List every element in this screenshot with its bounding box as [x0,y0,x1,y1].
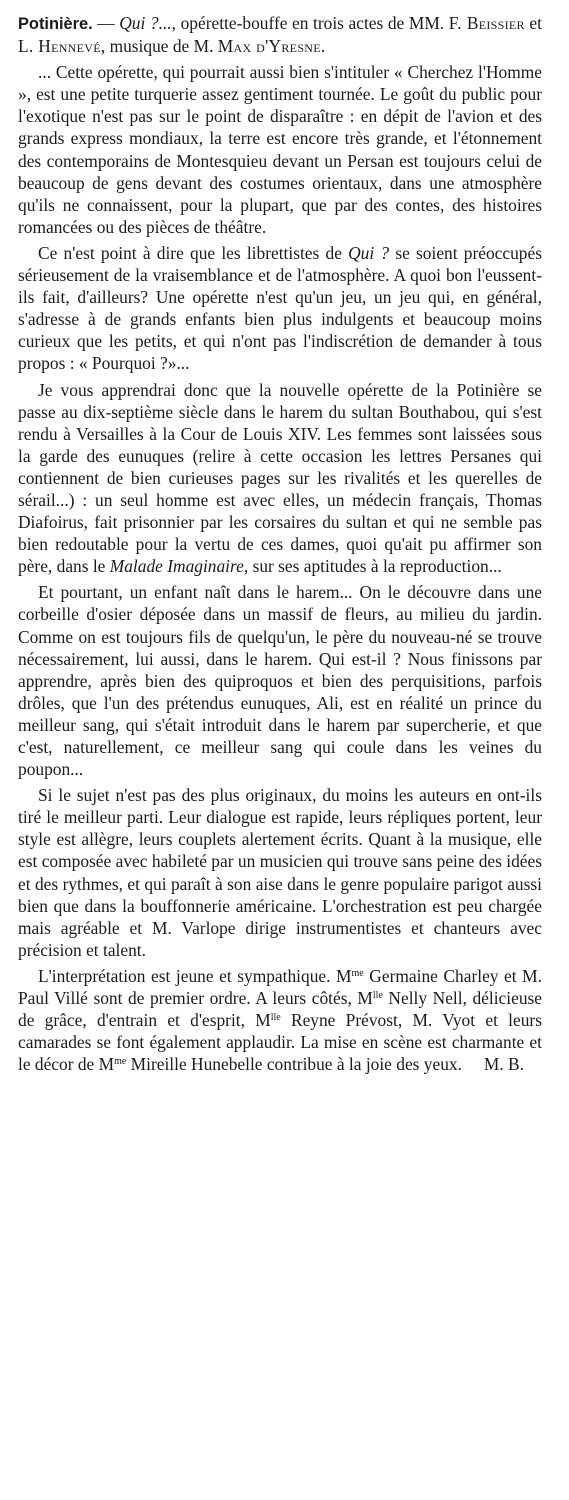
paragraph-3-text-b: sur ses aptitudes à la reproduction... [248,556,502,577]
paragraph-2-text-b: se soient préoccupés sérieusement de la vraisemblance et de l'atmosphère. A quoi bon l'eussent-ils fait, d'ailleurs? Une opérette n'est qu'un jeu, un jeu qui, en général, s'adresse à de grands enfants bien plus indulgents et beaucoup moins curieux que les petits, et qui n'ont pas l'indiscrétion de demander à tous propos : « Pourquoi ?»... [18,242,542,374]
paragraph-3 [18,379,542,578]
header-text-3: , musique de M. [100,36,218,57]
paragraph-4: Et pourtant, un enfant naît dans le harem... On le découvre dans une corbeille d'osier déposée dans un massif de fleurs, au milieu du jardin. Comme on est toujours fils de quelqu'un, le père du nouveau-né se trouve nécessairement, lui aussi, dans le harem. Qui est-il ? Nous finissons par apprendre, après bien des quiproquos et bien des perquisitions, parfois drôles, que l'un des prétendus eunuques, Ali, est en réalité un prince du meilleur sang, qui s'était introduit dans le harem par supercherie, et que c'est, naturellement, ce meilleur sang qui coule dans les veines du poupon... [18,582,542,780]
paragraph-2 [18,242,542,375]
paragraph-6-text-b: Germaine Charley et M. Paul Villé sont de premier ordre. A leurs côtés, M [18,965,542,1009]
author-signature: M. B. [483,1054,524,1075]
title-abbrev: me [114,1056,127,1068]
paragraph-1: ... Cette opérette, qui pourrait aussi bien s'intituler « Cherchez l'Homme », est une petite turquerie assez gentiment tournée. Le goût du public pour l'exotique n'est pas sur le point de disparaître : en dépit de l'avion et des grands express mondiaux, la terre est encore très grande, et l'étonnement des contemporains de Montesquieu devant un Persan est toujours celui de beaucoup de gens devant des costumes orientaux, dans une atmosphère qu'ils ne connaissent, pour la plupart, que par des contes, des histoires romancées ou des pièces de théâtre. [18,62,542,237]
paragraph-6-text-d: Reyne Prévost, M. Vyot et leurs camarades se font également applaudir. La mise en scène est charmante et le décor de M [18,1010,542,1075]
author-name: L. Hennevé [18,36,101,57]
composer-name: Max d'Yresne [217,36,321,57]
review-header [18,12,542,57]
author-name: F. Beissier [448,13,525,33]
title-abbrev: lle [372,990,383,1002]
header-dash: — [92,13,120,33]
paragraph-6-text-e: Mireille Hunebelle contribue à la joie des yeux. [126,1054,462,1075]
title-abbrev: lle [270,1012,281,1024]
paragraph-2-text-a: Ce n'est point à dire que les librettistes de [38,242,349,263]
play-title: Qui ?... [119,13,172,33]
header-end: . [320,36,326,57]
venue-name: Potinière. [18,15,93,33]
header-text-1: , opérette-bouffe en trois actes de MM. [171,13,449,33]
title-abbrev: me [351,967,364,979]
header-text-2: et [524,13,542,33]
review-article [18,12,542,1075]
paragraph-2-title: Qui ? [348,242,390,263]
paragraph-6-text-a: L'interprétation est jeune et sympathique. M [38,965,352,986]
paragraph-3-title: Malade Imaginaire, [109,556,249,577]
paragraph-6-text-c: Nelly Nell, délicieuse de grâce, d'entrain et d'esprit, M [18,988,543,1031]
paragraph-3-text-a: Je vous apprendrai donc que la nouvelle opérette de la Potinière se passe au dix-septième siècle dans le harem du sultan Bouthabou, qui s'est rendu à Versailles à la Cour de Louis XIV. Les femmes sont laissées sous la garde des eunuques (relire à cette occasion les lettres Persanes qui contiennent de bien curieuses pages sur les rivalités et les querelles de sérail...) : un seul homme est avec elles, un médecin français, Thomas Diafoirus, fait prisonnier par les corsaires du sultan et qui ne semble pas bien redoutable pour la vertu de ces dames, quoi qu'ait pu affirmer son père, dans le [18,379,542,577]
paragraph-6 [18,965,542,1075]
paragraph-5: Si le sujet n'est pas des plus originaux, du moins les auteurs en ont-ils tiré le meilleur parti. Leur dialogue est rapide, leurs répliques portent, leur style est allègre, leurs couplets alertement écrits. Quant à la musique, elle est composée avec habileté par un musicien qui trouve sans peine des idées et des rythmes, et qui paraît à son aise dans le genre populaire parigot aussi bien que dans la bouffonnerie américaine. L'orchestration est peu chargée mais agréable et M. Varlope dirige instrumentistes et chanteurs avec précision et talent. [18,785,542,960]
